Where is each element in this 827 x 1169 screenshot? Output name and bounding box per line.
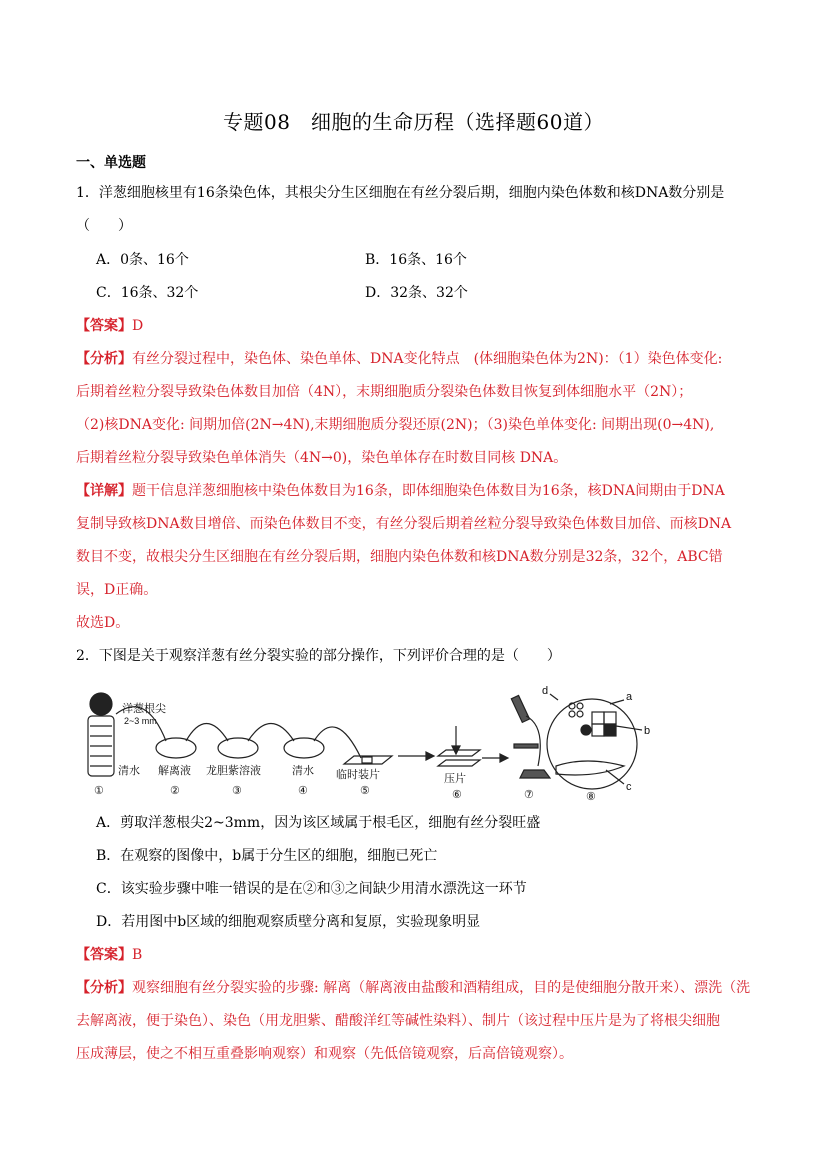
- q2-analysis-line2: 去解离液，便于染色）、染色（用龙胆紫、醋酸洋红等碱性染料）、制片（该过程中压片是为了将根尖细胞: [76, 1013, 720, 1029]
- q1-option-c: C．16条、32个: [96, 285, 199, 301]
- pointer-b: [616, 726, 642, 730]
- q1-detail-line4: 误，D正确。: [76, 582, 158, 598]
- microscope: [511, 695, 550, 778]
- label-length: 2~3 mm: [124, 716, 157, 726]
- answer-tag: 【答案】: [76, 947, 132, 963]
- q1-stem-line1: 1．洋葱细胞核里有16条染色体，其根尖分生区细胞在有丝分裂后期，细胞内染色体数和核DNA数分别是: [76, 185, 725, 201]
- label-water-2: 清水: [292, 765, 314, 777]
- arrow-head-5-6: [426, 752, 434, 760]
- label-n3: ③: [232, 785, 242, 797]
- page-title: 专题08 细胞的生命历程（选择题60道）: [223, 110, 604, 134]
- q1-detail-line1: [76, 481, 725, 501]
- q1-option-a: A．0条、16个: [96, 252, 189, 268]
- cell-cluster-top: [569, 703, 583, 717]
- arrow-head-6-7: [500, 754, 508, 762]
- label-b: b: [644, 725, 651, 737]
- section-heading: 一、单选题: [76, 155, 146, 171]
- label-slide: 临时装片: [336, 769, 380, 781]
- q2-option-d: D．若用图中b区域的细胞观察质壁分离和复原，实验现象明显: [96, 914, 481, 930]
- label-n7: ⑦: [524, 789, 534, 801]
- q2-option-b: B．在观察的图像中，b属于分生区的细胞，细胞已死亡: [96, 848, 438, 864]
- q1-analysis-line4: 后期着丝粒分裂导致染色单体消失（4N→0)，染色单体存在时数目同核 DNA。: [76, 450, 568, 466]
- arrow-2-3: [186, 724, 228, 742]
- answer-tag: 【答案】: [76, 318, 132, 334]
- pointer-a: [610, 700, 624, 704]
- meristem-cells: [581, 712, 616, 736]
- dish-water: [284, 738, 324, 758]
- q2-analysis-line1: [76, 978, 750, 998]
- label-n4: ④: [298, 785, 308, 797]
- dish-dissociation: [156, 738, 196, 758]
- label-n8: ⑧: [586, 791, 596, 803]
- onion-bulb: [90, 693, 112, 715]
- press-slide-top: [438, 750, 480, 756]
- q1-stem-line2: （ ）: [76, 218, 132, 234]
- press-slide-bottom: [438, 760, 480, 766]
- q1-option-d: D．32条、32个: [365, 285, 468, 301]
- answer-value: B: [132, 947, 143, 963]
- q2-stem: 2．下图是关于观察洋葱有丝分裂实验的部分操作，下列评价合理的是（ ）: [76, 648, 561, 664]
- analysis-text: 有丝分裂过程中，染色体、染色单体、DNA变化特点 (体细胞染色体为2N)：（1）染色体变化:: [132, 351, 723, 367]
- analysis-text: 观察细胞有丝分裂实验的步骤: 解离（解离液由盐酸和酒精组成，目的是使细胞分散开来）、漂洗（洗: [132, 980, 751, 996]
- detail-tag: 【详解】: [76, 483, 132, 499]
- q2-analysis-line3: 压成薄层，使之不相互重叠影响观察）和观察（先低倍镜观察，后高倍镜观察）。: [76, 1046, 573, 1062]
- dish-stain: [218, 738, 258, 758]
- label-d: d: [542, 686, 549, 697]
- q1-answer: [76, 316, 143, 336]
- label-n5: ⑤: [360, 785, 370, 797]
- label-dissociation: 解离液: [158, 765, 191, 777]
- q2-option-a: A．剪取洋葱根尖2~3mm，因为该区域属于根毛区，细胞有丝分裂旺盛: [96, 815, 541, 831]
- label-onion-tip: 洋葱根尖: [122, 703, 166, 715]
- coverslip: [362, 757, 372, 763]
- q2-option-c: C．该实验步骤中唯一错误的是在②和③之间缺少用清水漂洗这一环节: [96, 881, 527, 897]
- label-stain: 龙胆紫溶液: [206, 765, 261, 777]
- analysis-tag: 【分析】: [76, 351, 132, 367]
- q1-analysis-line2: 后期着丝粒分裂导致染色体数目加倍（4N），末期细胞质分裂染色体数目恢复到体细胞水平（2N）；: [76, 384, 693, 400]
- label-n1: ①: [94, 785, 104, 797]
- pointer-d: [550, 694, 558, 700]
- elongated-cells: [556, 761, 624, 775]
- pointer-c: [606, 770, 624, 784]
- q1-option-b: B．16条、16个: [365, 252, 467, 268]
- label-n6: ⑥: [452, 789, 462, 801]
- q1-detail-line2: 复制导致核DNA数目增倍、而染色体数目不变，有丝分裂后期着丝粒分裂导致染色体数目加倍、而核DNA: [76, 516, 732, 532]
- q1-detail-line3: 数目不变，故根尖分生区细胞在有丝分裂后期，细胞内染色体数和核DNA数分别是32条，32个，ABC错: [76, 549, 723, 565]
- answer-value: D: [132, 318, 144, 334]
- analysis-tag: 【分析】: [76, 980, 132, 996]
- q1-analysis-line3: （2)核DNA变化: 间期加倍(2N→4N),末期细胞质分裂还原(2N)；（3)染色单体变化: 间期出现(0→4N),: [76, 417, 715, 433]
- detail-text: 题干信息洋葱细胞核中染色体数目为16条，即体细胞染色体数目为16条，核DNA间期由于DNA: [132, 483, 725, 499]
- label-water-1: 清水: [118, 765, 140, 777]
- label-c: c: [626, 781, 632, 793]
- q1-conclusion: 故选D。: [76, 615, 130, 631]
- label-press: 压片: [444, 773, 466, 785]
- water-jar: [88, 716, 114, 776]
- experiment-figure: [76, 686, 666, 804]
- label-n2: ②: [170, 785, 180, 797]
- q1-analysis-line1: [76, 349, 722, 369]
- arrow-3-4: [248, 724, 294, 742]
- label-a: a: [626, 691, 633, 703]
- q2-answer: [76, 945, 142, 965]
